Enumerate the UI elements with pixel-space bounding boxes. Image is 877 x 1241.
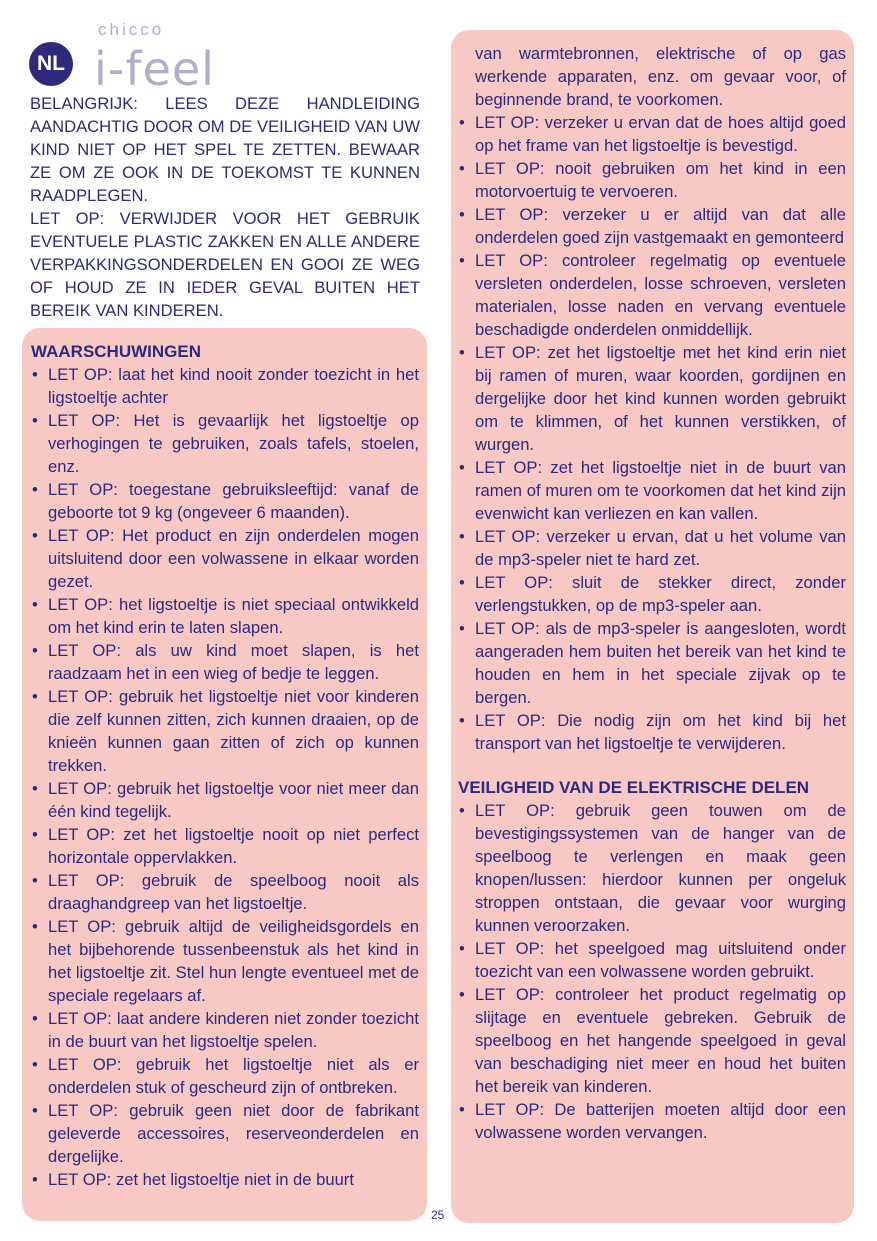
list-item: • LET OP: zet het ligstoeltje met het kind erin niet bij ramen of muren, waar koorden, gordijnen en dergelijke door het kind kunnen worden gebruikt om te klimmen, of het kunnen verstikken, of wurgen. [458,341,846,456]
list-item: • LET OP: verzeker u ervan dat de hoes altijd goed op het frame van het ligstoeltje is bevestigd. [458,111,846,157]
list-item: • LET OP: zet het ligstoeltje niet in de buurt van ramen of muren om te voorkomen dat het kind zijn evenwicht kan verliezen en kan vallen. [458,456,846,525]
list-item: • LET OP: het speelgoed mag uitsluitend onder toezicht van een volwassene worden gebruikt. [458,937,846,983]
list-item: • LET OP: laat andere kinderen niet zonder toezicht in de buurt van het ligstoeltje spelen. [31,1007,419,1053]
list-item: • LET OP: zet het ligstoeltje niet in de buurt [31,1168,419,1191]
intro-paragraph: BELANGRIJK: LEES DEZE HANDLEIDING AANDACHTIG DOOR OM DE VEILIGHEID VAN UW KIND NIET OP HET SPEL TE ZETTEN. BEWAAR ZE OM ZE OOK IN DE TOEKOMST TE KUNNEN RAADPLEGEN. [30,94,420,205]
intro-text [30,92,420,322]
list-item: • LET OP: gebruik de speelboog nooit als draaghandgreep van het ligstoeltje. [31,869,419,915]
brand-name: chicco [98,20,165,39]
warnings-list-continued [458,111,846,755]
warnings-list [31,363,419,1191]
product-name: i-feel [94,42,215,96]
page-number: 25 [431,1208,445,1222]
warnings-panel [22,328,427,1221]
list-item: • LET OP: toegestane gebruiksleeftijd: vanaf de geboorte tot 9 kg (ongeveer 6 maanden). [31,478,419,524]
list-item: • LET OP: gebruik altijd de veiligheidsgordels en het bijbehorende tussenbeenstuk als het kind in het ligstoeltje zit. Stel hun lengte eventueel met de speciale regelaars af. [31,915,419,1007]
continued-panel [451,30,854,1223]
electrical-list [458,799,846,1144]
list-item: • LET OP: gebruik geen touwen om de bevestigingssystemen van de hanger van de speelboog te verlengen en maak geen knopen/lussen: hierdoor kunnen per ongeluk stroppen ontstaan, die gevaar voor wurging kunnen veroorzaken. [458,799,846,937]
list-item: • LET OP: laat het kind nooit zonder toezicht in het ligstoeltje achter [31,363,419,409]
warnings-continuation: van warmtebronnen, elektrische of op gas werkende apparaten, enz. om gevaar voor, of beginnende brand, te voorkomen. [475,44,846,109]
list-item: • LET OP: Die nodig zijn om het kind bij het transport van het ligstoeltje te verwijderen. [458,709,846,755]
list-item: • LET OP: als uw kind moet slapen, is het raadzaam het in een wieg of bedje te leggen. [31,639,419,685]
list-item: • LET OP: zet het ligstoeltje nooit op niet perfect horizontale oppervlakken. [31,823,419,869]
list-item: • LET OP: gebruik het ligstoeltje niet als er onderdelen stuk of gescheurd zijn of ontbreken. [31,1053,419,1099]
list-item: • LET OP: nooit gebruiken om het kind in een motorvoertuig te vervoeren. [458,157,846,203]
list-item: • LET OP: controleer regelmatig op eventuele versleten onderdelen, losse schroeven, versleten materialen, losse naden en vervang eventuele beschadigde onderdelen onmiddellijk. [458,249,846,341]
electrical-title: VEILIGHEID VAN DE ELEKTRISCHE DELEN [458,778,810,797]
warnings-title: WAARSCHUWINGEN [31,342,201,361]
brand-logo [92,20,232,100]
list-item: • LET OP: gebruik het ligstoeltje voor niet meer dan één kind tegelijk. [31,777,419,823]
list-item: • LET OP: Het is gevaarlijk het ligstoeltje op verhogingen te gebruiken, zoals tafels, stoelen, enz. [31,409,419,478]
list-item: • LET OP: verzeker u ervan, dat u het volume van de mp3-speler niet te hard zet. [458,525,846,571]
list-item: • LET OP: gebruik geen niet door de fabrikant geleverde accessoires, reserveonderdelen en dergelijke. [31,1099,419,1168]
list-item: • LET OP: het ligstoeltje is niet speciaal ontwikkeld om het kind erin te laten slapen. [31,593,419,639]
list-item: • LET OP: als de mp3-speler is aangesloten, wordt aangeraden hem buiten het bereik van het kind te houden en hem in het speciale zijvak op te bergen. [458,617,846,709]
list-item: • LET OP: verzeker u er altijd van dat alle onderdelen goed zijn vastgemaakt en gemonteerd [458,203,846,249]
list-item: • LET OP: gebruik het ligstoeltje niet voor kinderen die zelf kunnen zitten, zich kunnen draaien, op de knieën kunnen gaan zitten of zich op kunnen trekken. [31,685,419,777]
list-item: • LET OP: Het product en zijn onderdelen mogen uitsluitend door een volwassene in elkaar worden gezet. [31,524,419,593]
list-item: • LET OP: sluit de stekker direct, zonder verlengstukken, op de mp3-speler aan. [458,571,846,617]
intro-paragraph: LET OP: VERWIJDER VOOR HET GEBRUIK EVENTUELE PLASTIC ZAKKEN EN ALLE ANDERE VERPAKKINGSONDERDELEN EN GOOI ZE WEG OF HOUD ZE IN IEDER GEVAL BUITEN HET BEREIK VAN KINDEREN. [30,209,420,320]
language-badge: NL [29,42,73,86]
list-item: • LET OP: controleer het product regelmatig op slijtage en eventuele gebreken. Gebruik de speelboog en het hangende speelgoed in geval van beschadiging niet meer en houd het buiten het bereik van kinderen. [458,983,846,1098]
list-item: • LET OP: De batterijen moeten altijd door een volwassene worden vervangen. [458,1098,846,1144]
